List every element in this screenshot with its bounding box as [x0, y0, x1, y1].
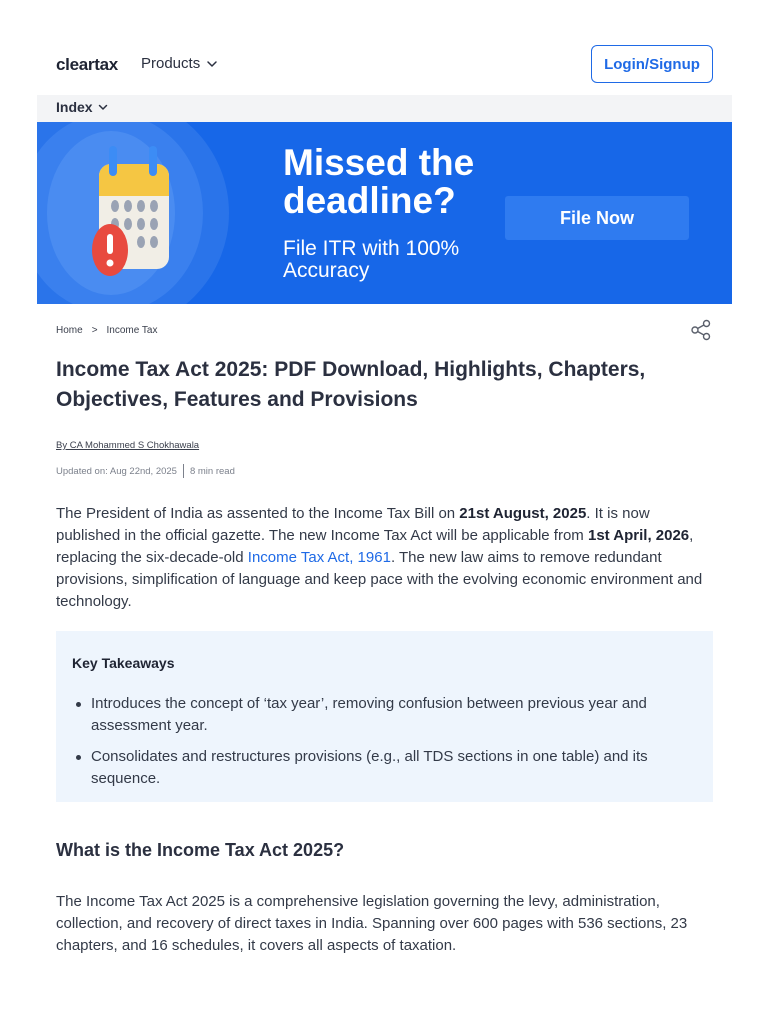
- banner-title: [283, 144, 474, 220]
- chevron-down-icon: [98, 102, 108, 112]
- author-link[interactable]: By CA Mohammed S Chokhawala: [56, 440, 200, 451]
- intro-bold-date-1: 21st August, 2025: [459, 505, 587, 522]
- updated-date: Updated on: Aug 22nd, 2025: [56, 465, 177, 477]
- intro-text-1: The President of India as assented to the Income Tax Bill on: [56, 505, 460, 522]
- key-takeaways-title: Key Takeaways: [72, 655, 175, 671]
- products-label: Products: [141, 55, 201, 72]
- article-meta: [56, 464, 235, 478]
- read-time: 8 min read: [189, 465, 235, 477]
- breadcrumb-separator: >: [91, 325, 98, 336]
- intro-text-3: , replacing the six-decade-old: [56, 527, 694, 566]
- site-header: [0, 0, 768, 95]
- banner-title-line1: Missed the: [283, 142, 475, 183]
- index-toggle[interactable]: [56, 99, 108, 115]
- login-signup-button[interactable]: Login/Signup: [591, 45, 713, 83]
- key-takeaways-box: [56, 631, 713, 802]
- income-tax-act-1961-link[interactable]: Income Tax Act, 1961: [247, 549, 391, 566]
- breadcrumb-home[interactable]: Home: [56, 325, 83, 336]
- intro-bold-date-2: 1st April, 2026: [587, 527, 690, 544]
- share-icon[interactable]: [690, 319, 712, 341]
- index-label: Index: [56, 99, 93, 115]
- list-item: Introduces the concept of ‘tax year’, removing confusion between previous year and assessment year.: [91, 693, 681, 737]
- intro-text-2: . It is now published in the official gazette. The new Income Tax Act will be applicable from: [56, 505, 650, 544]
- meta-divider: [183, 464, 184, 478]
- cleartax-logo[interactable]: cleartax: [56, 55, 118, 74]
- section-paragraph: The Income Tax Act 2025 is a comprehensive legislation governing the levy, administration, collection, and recovery of direct taxes in India. Spanning over 600 pages with 536 sections, 23 chapters, and 16 schedules, it covers all aspects of taxation.: [56, 893, 688, 954]
- page-title: Income Tax Act 2025: PDF Download, Highlights, Chapters, Objectives, Features and Provisions: [56, 358, 646, 411]
- breadcrumb: [56, 325, 157, 336]
- calendar-alert-icon: [37, 122, 247, 304]
- section-heading: What is the Income Tax Act 2025?: [56, 840, 345, 860]
- chevron-down-icon: [206, 58, 218, 70]
- breadcrumb-income-tax[interactable]: Income Tax: [106, 325, 158, 336]
- intro-text-4: . The new law aims to remove redundant provisions, simplification of language and keep pace with the evolving economic environment and technology.: [56, 549, 703, 610]
- promo-banner[interactable]: [37, 122, 732, 304]
- products-menu[interactable]: [141, 55, 218, 72]
- banner-title-line2: deadline?: [283, 180, 456, 221]
- list-item: Consolidates and restructures provisions (e.g., all TDS sections in one table) and its sequence.: [91, 746, 681, 790]
- index-bar: [37, 95, 732, 122]
- banner-subtitle: File ITR with 100% Accuracy: [283, 237, 460, 282]
- file-now-button[interactable]: File Now: [505, 196, 689, 240]
- key-takeaways-list: [91, 693, 681, 799]
- intro-paragraph: [56, 503, 716, 613]
